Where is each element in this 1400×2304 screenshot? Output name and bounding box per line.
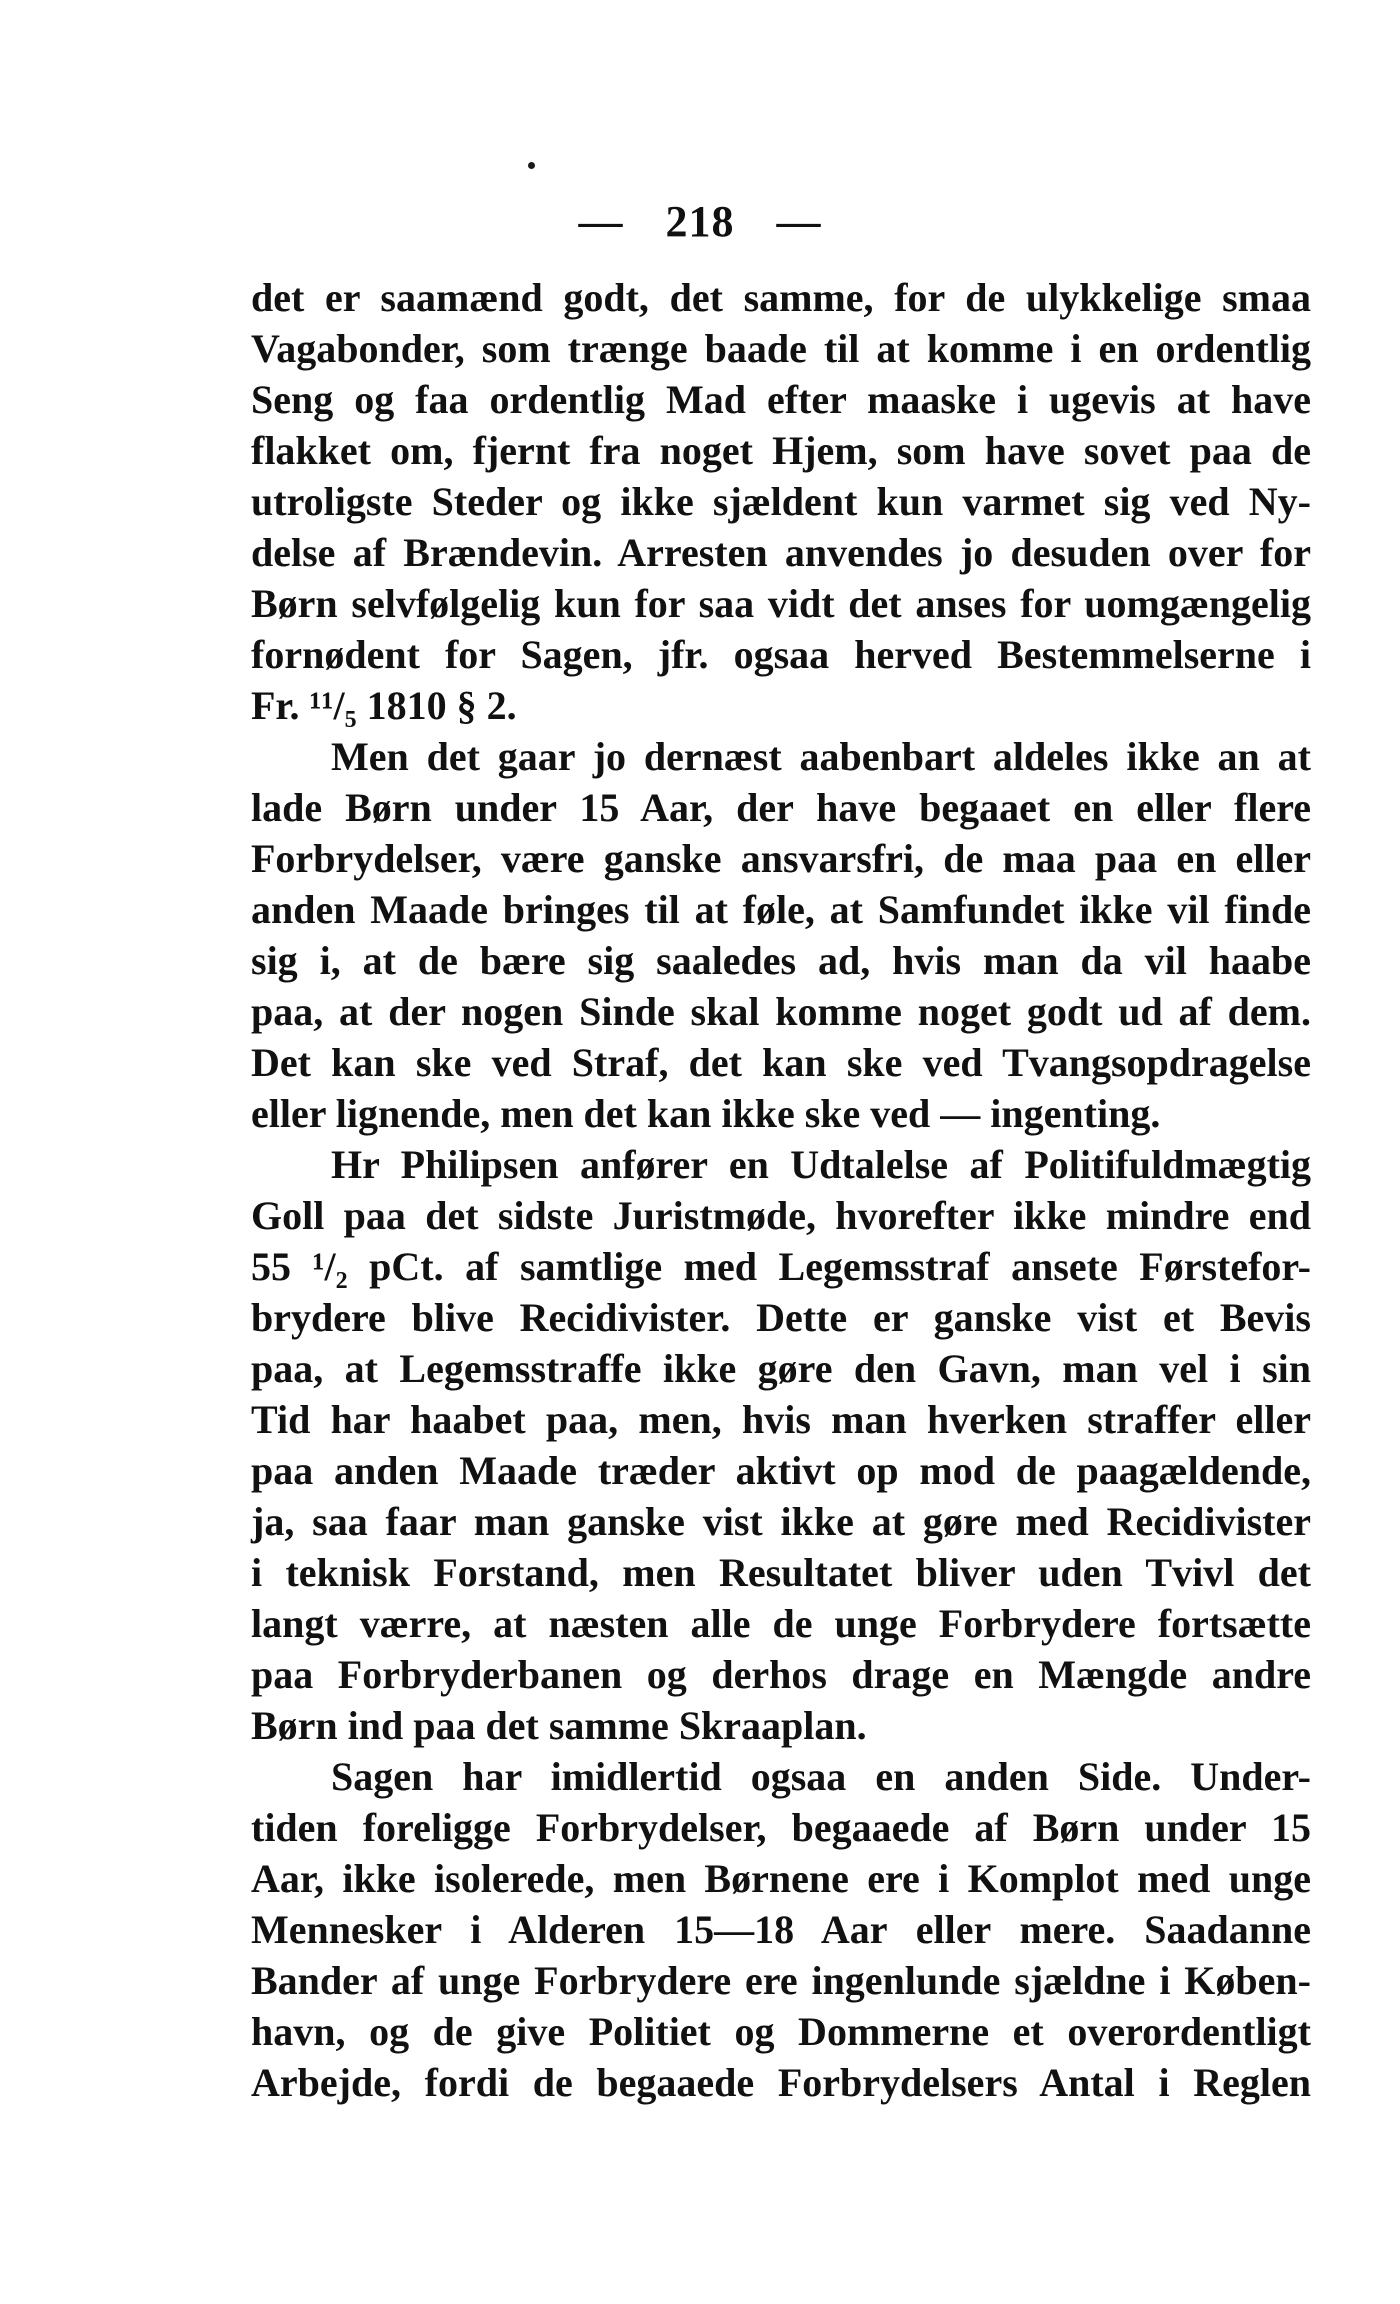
text-line: Børn selvfølgelig kun for saa vidt det anses for uomgængelig <box>251 581 1311 626</box>
text-line: Børn ind paa det samme Skraaplan. <box>251 1703 867 1748</box>
text-line: Vagabonder, som trænge baade til at komme i en ordentlig <box>251 326 1311 371</box>
text-line: lade Børn under 15 Aar, der have begaaet en eller flere <box>251 785 1311 830</box>
text-line: Bander af unge Forbrydere ere ingenlunde sjældne i Køben- <box>251 1958 1311 2003</box>
text-line: eller lignende, men det kan ikke ske ved — ingenting. <box>251 1091 1161 1136</box>
paragraph-start-line: Sagen har imidlertid ogsaa en anden Side. Under- <box>331 1754 1311 1799</box>
header-dash-left: — <box>578 197 624 246</box>
text-line: paa, at Legemsstraffe ikke gøre den Gavn, man vel i sin <box>251 1346 1311 1391</box>
paragraph-start-line: Hr Philipsen anfører en Udtalelse af Politifuldmægtig <box>331 1142 1311 1187</box>
text-line: tiden foreligge Forbrydelser, begaaede af Børn under 15 <box>251 1805 1311 1850</box>
page-number-header <box>0 196 1400 247</box>
text-line: Seng og faa ordentlig Mad efter maaske i ugevis at have <box>251 377 1311 422</box>
text-line: Aar, ikke isolerede, men Børnene ere i Komplot med unge <box>251 1856 1311 1901</box>
text-line: paa Forbryderbanen og derhos drage en Mængde andre <box>251 1652 1311 1697</box>
text-line: det er saamænd godt, det samme, for de ulykkelige smaa <box>251 275 1311 320</box>
text-line: delse af Brændevin. Arresten anvendes jo desuden over for <box>251 530 1311 575</box>
text-line: ja, saa faar man ganske vist ikke at gøre med Recidivister <box>251 1499 1311 1544</box>
text-line: paa anden Maade træder aktivt op mod de paagældende, <box>251 1448 1311 1493</box>
page-number: 218 <box>665 197 735 246</box>
text-line: paa, at der nogen Sinde skal komme noget godt ud af dem. <box>251 989 1311 1034</box>
text-line: utroligste Steder og ikke sjældent kun varmet sig ved Ny- <box>251 479 1311 524</box>
text-line: Arbejde, fordi de begaaede Forbrydelsers Antal i Reglen <box>251 2060 1311 2105</box>
text-line: 55 ¹/₂ pCt. af samtlige med Legemsstraf ansete Førstefor- <box>251 1244 1311 1289</box>
text-line: langt værre, at næsten alle de unge Forbrydere fortsætte <box>251 1601 1311 1646</box>
text-line: brydere blive Recidivister. Dette er ganske vist et Bevis <box>251 1295 1311 1340</box>
body-text <box>251 272 1311 2108</box>
paragraph-start-line: Men det gaar jo dernæst aabenbart aldeles ikke an at <box>331 734 1311 779</box>
text-line: fornødent for Sagen, jfr. ogsaa herved Bestemmelserne i <box>251 632 1311 677</box>
text-line: havn, og de give Politiet og Dommerne et overordentligt <box>251 2009 1311 2054</box>
text-line: Fr. ¹¹/₅ 1810 § 2. <box>251 683 517 728</box>
text-line: i teknisk Forstand, men Resultatet bliver uden Tvivl det <box>251 1550 1311 1595</box>
text-line: Goll paa det sidste Juristmøde, hvorefter ikke mindre end <box>251 1193 1311 1238</box>
text-line: Mennesker i Alderen 15—18 Aar eller mere. Saadanne <box>251 1907 1311 1952</box>
text-line: flakket om, fjernt fra noget Hjem, som have sovet paa de <box>251 428 1311 473</box>
text-line: Tid har haabet paa, men, hvis man hverken straffer eller <box>251 1397 1311 1442</box>
header-dash-right: — <box>776 197 822 246</box>
text-line: Det kan ske ved Straf, det kan ske ved Tvangsopdragelse <box>251 1040 1311 1085</box>
text-line: anden Maade bringes til at føle, at Samfundet ikke vil finde <box>251 887 1311 932</box>
text-line: Forbrydelser, være ganske ansvarsfri, de maa paa en eller <box>251 836 1311 881</box>
text-line: sig i, at de bære sig saaledes ad, hvis man da vil haabe <box>251 938 1311 983</box>
ink-speck <box>528 162 535 169</box>
